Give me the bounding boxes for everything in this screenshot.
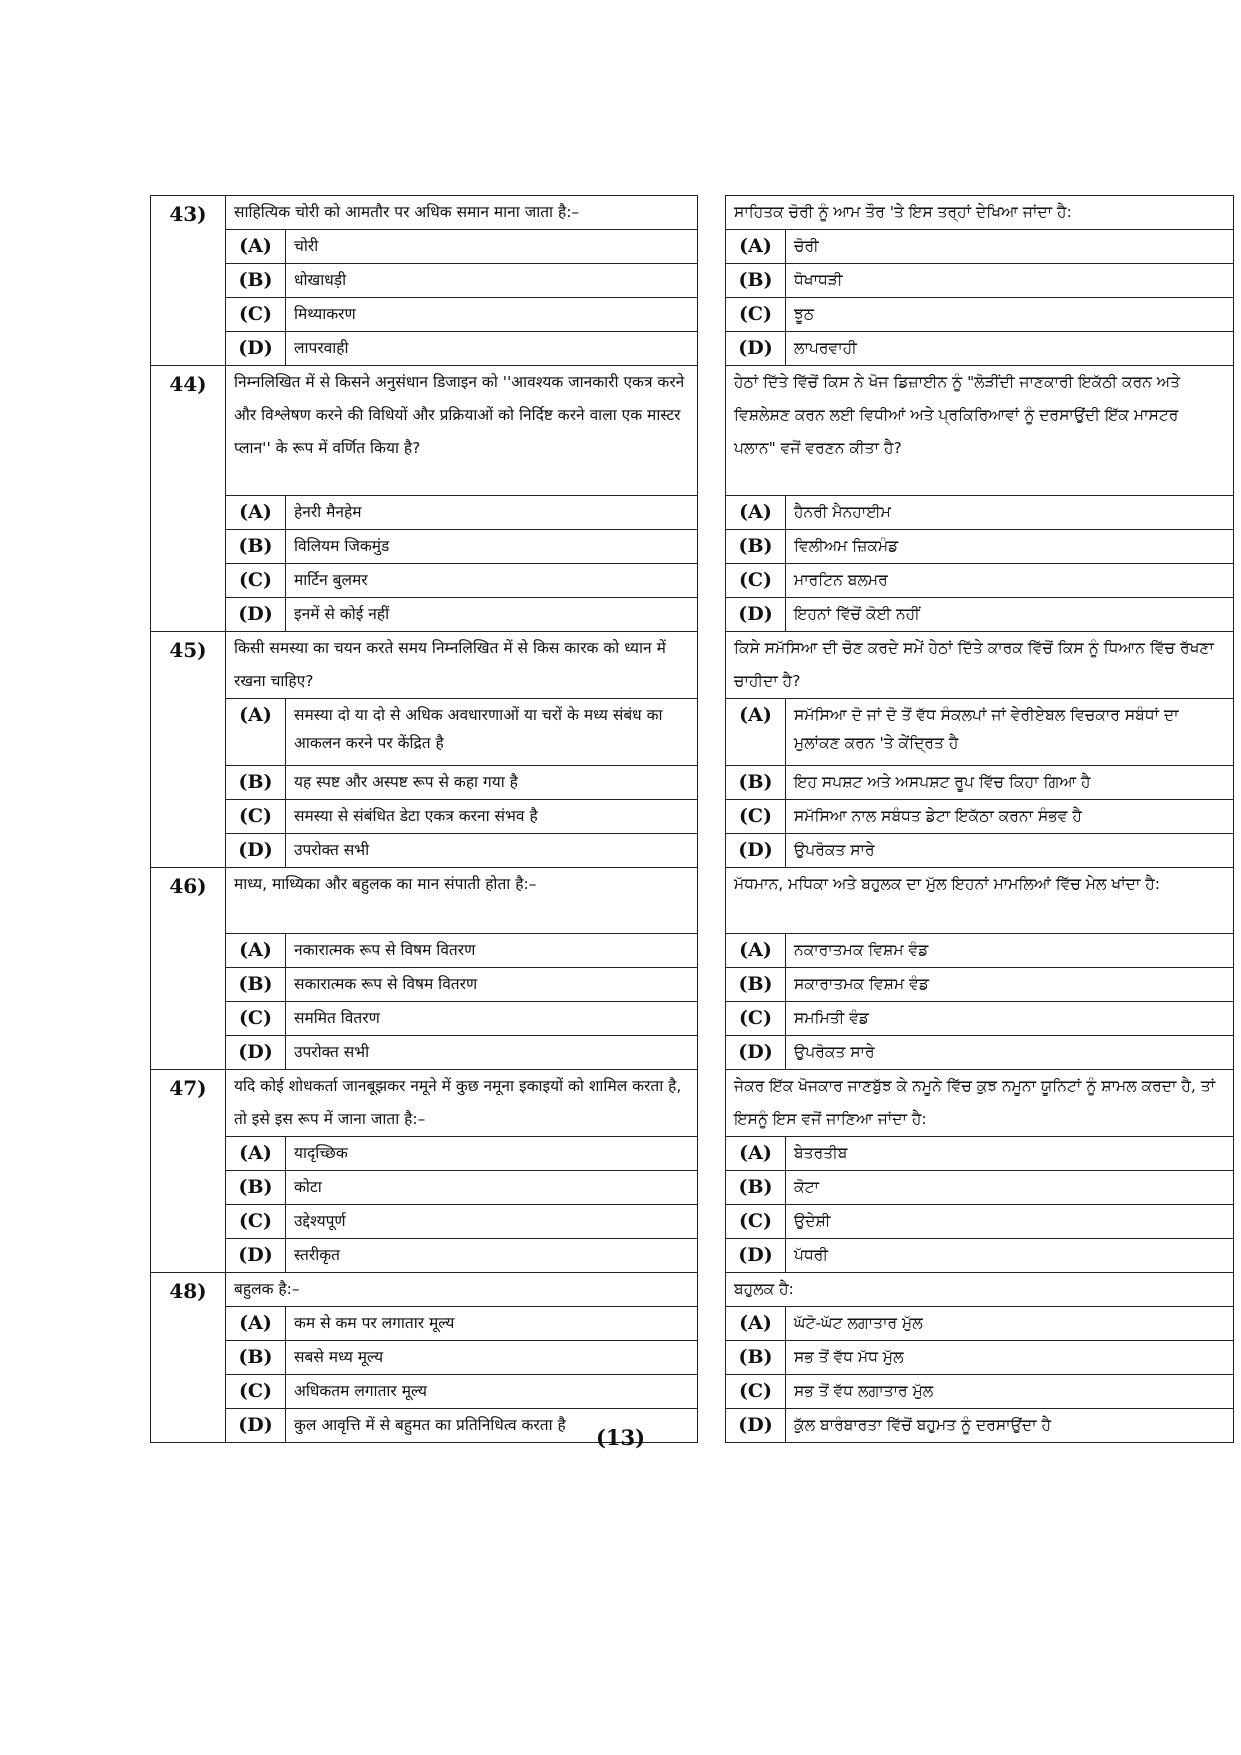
option-label-punjabi: (A) [726, 699, 786, 766]
option-row [151, 699, 1234, 766]
page-number: (13) [595, 1425, 646, 1450]
option-text-punjabi: ਉਪਰੋਕਤ ਸਾਰੇ [786, 1036, 1234, 1070]
option-text-punjabi: ਇਹਨਾਂ ਵਿੱਚੋਂ ਕੋਈ ਨਹੀਂ [786, 598, 1234, 632]
option-text-hindi: उपरोक्त सभी [286, 1036, 698, 1070]
option-text-hindi: मार्टिन बुलमर [286, 564, 698, 598]
option-text-hindi: यादृच्छिक [286, 1137, 698, 1171]
question-number: 47) [151, 1070, 226, 1273]
column-gap [698, 632, 726, 868]
question-sheet [150, 195, 1233, 1443]
option-label-hindi: (B) [226, 766, 286, 800]
option-text-hindi: सममित वितरण [286, 1002, 698, 1036]
option-text-punjabi: ਨਕਾਰਾਤਮਕ ਵਿਸ਼ਮ ਵੰਡ [786, 934, 1234, 968]
option-label-punjabi: (C) [726, 1375, 786, 1409]
option-row [151, 968, 1234, 1002]
option-label-punjabi: (C) [726, 1205, 786, 1239]
option-label-punjabi: (D) [726, 598, 786, 632]
option-label-hindi: (D) [226, 598, 286, 632]
option-text-hindi: यह स्पष्ट और अस्पष्ट रूप से कहा गया है [286, 766, 698, 800]
option-label-punjabi: (B) [726, 968, 786, 1002]
question-row [151, 366, 1234, 496]
option-text-punjabi: ਸਮੱਸਿਆ ਨਾਲ ਸਬੰਧਤ ਡੇਟਾ ਇਕੱਠਾ ਕਰਨਾ ਸੰਭਵ ਹੈ [786, 800, 1234, 834]
option-text-hindi: नकारात्मक रूप से विषम वितरण [286, 934, 698, 968]
option-label-hindi: (A) [226, 699, 286, 766]
option-text-hindi: धोखाधड़ी [286, 264, 698, 298]
option-label-punjabi: (A) [726, 1137, 786, 1171]
option-label-hindi: (A) [226, 1307, 286, 1341]
question-number: 48) [151, 1273, 226, 1443]
option-label-hindi: (C) [226, 800, 286, 834]
option-text-punjabi: ਮਾਰਟਿਨ ਬਲਮਰ [786, 564, 1234, 598]
question-table [150, 195, 1234, 1443]
option-label-punjabi: (D) [726, 1036, 786, 1070]
option-label-hindi: (D) [226, 1036, 286, 1070]
option-text-punjabi: ਇਹ ਸਪਸ਼ਟ ਅਤੇ ਅਸਪਸ਼ਟ ਰੂਪ ਵਿੱਚ ਕਿਹਾ ਗਿਆ ਹੈ [786, 766, 1234, 800]
option-row [151, 934, 1234, 968]
option-text-punjabi: ਉਦੇਸ਼ੀ [786, 1205, 1234, 1239]
option-text-punjabi: ਘੱਟੋ-ਘੱਟ ਲਗਾਤਾਰ ਮੁੱਲ [786, 1307, 1234, 1341]
option-text-hindi: लापरवाही [286, 332, 698, 366]
option-label-punjabi: (D) [726, 332, 786, 366]
option-label-punjabi: (B) [726, 1171, 786, 1205]
column-gap [698, 868, 726, 1070]
question-text-punjabi: ਹੇਠਾਂ ਦਿੱਤੇ ਵਿੱਚੋਂ ਕਿਸ ਨੇ ਖੋਜ ਡਿਜ਼ਾਈਨ ਨੂੰ "ਲੋੜੀਂਦੀ ਜਾਣਕਾਰੀ ਇਕੱਠੀ ਕਰਨ ਅਤੇ ਵਿਸ਼ਲੇਸ਼ਣ ਕਰਨ ਲਈ ਵਿਧੀਆਂ ਅਤੇ ਪ੍ਰਕਿਰਿਆਵਾਂ ਨੂੰ ਦਰਸਾਉਂਦੀ ਇੱਕ ਮਾਸਟਰ ਪਲਾਨ" ਵਜੋਂ ਵਰਣਨ ਕੀਤਾ ਹੈ? [726, 366, 1234, 496]
option-text-hindi: हेनरी मैनहेम [286, 496, 698, 530]
option-text-hindi: कम से कम पर लगातार मूल्य [286, 1307, 698, 1341]
option-label-hindi: (C) [226, 1002, 286, 1036]
option-label-hindi: (C) [226, 1375, 286, 1409]
column-gap [698, 366, 726, 632]
question-text-punjabi: ਸਾਹਿਤਕ ਚੋਰੀ ਨੂੰ ਆਮ ਤੌਰ 'ਤੇ ਇਸ ਤਰ੍ਹਾਂ ਦੇਖਿਆ ਜਾਂਦਾ ਹੈ: [726, 196, 1234, 230]
option-label-punjabi: (C) [726, 298, 786, 332]
question-text-hindi: माध्य, माध्यिका और बहुलक का मान संपाती होता है:– [226, 868, 698, 934]
option-text-punjabi: ਲਾਪਰਵਾਹੀ [786, 332, 1234, 366]
option-label-punjabi: (D) [726, 1409, 786, 1443]
column-gap [698, 196, 726, 366]
option-label-punjabi: (A) [726, 1307, 786, 1341]
option-label-punjabi: (D) [726, 1239, 786, 1273]
option-label-hindi: (D) [226, 1239, 286, 1273]
option-text-punjabi: ਪੱਧਰੀ [786, 1239, 1234, 1273]
option-text-hindi: कोटा [286, 1171, 698, 1205]
question-text-hindi: निम्नलिखित में से किसने अनुसंधान डिजाइन को ''आवश्यक जानकारी एकत्र करने और विश्लेषण करने की विधियों और प्रक्रियाओं को निर्दिष्ट करने वाला एक मास्टर प्लान'' के रूप में वर्णित किया है? [226, 366, 698, 496]
option-row [151, 1307, 1234, 1341]
option-row [151, 1036, 1234, 1070]
option-label-hindi: (B) [226, 968, 286, 1002]
option-label-hindi: (B) [226, 264, 286, 298]
option-label-hindi: (C) [226, 564, 286, 598]
option-row [151, 1137, 1234, 1171]
question-text-punjabi: ਮੱਧਮਾਨ, ਮਧਿਕਾ ਅਤੇ ਬਹੁਲਕ ਦਾ ਮੁੱਲ ਇਹਨਾਂ ਮਾਮਲਿਆਂ ਵਿੱਚ ਮੇਲ ਖਾਂਦਾ ਹੈ: [726, 868, 1234, 934]
question-text-punjabi: ਕਿਸੇ ਸਮੱਸਿਆ ਦੀ ਚੋਣ ਕਰਦੇ ਸਮੇਂ ਹੇਠਾਂ ਦਿੱਤੇ ਕਾਰਕ ਵਿੱਚੋਂ ਕਿਸ ਨੂੰ ਧਿਆਨ ਵਿੱਚ ਰੱਖਣਾ ਚਾਹੀਦਾ ਹੈ? [726, 632, 1234, 699]
option-text-hindi: मिथ्याकरण [286, 298, 698, 332]
option-label-hindi: (D) [226, 1409, 286, 1443]
option-text-punjabi: ਚੋਰੀ [786, 230, 1234, 264]
option-label-hindi: (C) [226, 298, 286, 332]
question-number: 44) [151, 366, 226, 632]
option-label-hindi: (B) [226, 1171, 286, 1205]
option-text-punjabi: ਕੁੱਲ ਬਾਰੰਬਾਰਤਾ ਵਿੱਚੋਂ ਬਹੁਮਤ ਨੂੰ ਦਰਸਾਉਂਦਾ ਹੈ [786, 1409, 1234, 1443]
question-text-hindi: साहित्यिक चोरी को आमतौर पर अधिक समान माना जाता है:– [226, 196, 698, 230]
question-row [151, 1273, 1234, 1307]
option-row [151, 834, 1234, 868]
option-row [151, 530, 1234, 564]
option-label-hindi: (D) [226, 332, 286, 366]
option-label-punjabi: (B) [726, 1341, 786, 1375]
option-text-hindi: सबसे मध्य मूल्य [286, 1341, 698, 1375]
option-label-punjabi: (C) [726, 564, 786, 598]
option-text-punjabi: ਸਭ ਤੋਂ ਵੱਧ ਮੱਧ ਮੁੱਲ [786, 1341, 1234, 1375]
option-text-punjabi: ਸਮੱਸਿਆ ਦੋ ਜਾਂ ਦੋ ਤੋਂ ਵੱਧ ਸੰਕਲਪਾਂ ਜਾਂ ਵੇਰੀਏਬਲ ਵਿਚਕਾਰ ਸਬੰਧਾਂ ਦਾ ਮੁਲਾਂਕਣ ਕਰਨ 'ਤੇ ਕੇਂਦ੍ਰਿਤ ਹੈ [786, 699, 1234, 766]
option-label-punjabi: (B) [726, 264, 786, 298]
option-text-punjabi: ਸਭ ਤੋਂ ਵੱਧ ਲਗਾਤਾਰ ਮੁੱਲ [786, 1375, 1234, 1409]
option-row [151, 766, 1234, 800]
option-text-hindi: विलियम जिकमुंड [286, 530, 698, 564]
question-row [151, 868, 1234, 934]
option-text-punjabi: ਝੂਠ [786, 298, 1234, 332]
option-label-punjabi: (A) [726, 934, 786, 968]
option-label-punjabi: (C) [726, 800, 786, 834]
option-text-hindi: इनमें से कोई नहीं [286, 598, 698, 632]
question-row [151, 1070, 1234, 1137]
question-text-hindi: किसी समस्या का चयन करते समय निम्नलिखित में से किस कारक को ध्यान में रखना चाहिए? [226, 632, 698, 699]
option-label-hindi: (A) [226, 496, 286, 530]
option-text-punjabi: ਕੋਟਾ [786, 1171, 1234, 1205]
option-label-punjabi: (B) [726, 530, 786, 564]
option-row [151, 598, 1234, 632]
option-label-hindi: (A) [226, 1137, 286, 1171]
option-label-hindi: (D) [226, 834, 286, 868]
option-text-hindi: सकारात्मक रूप से विषम वितरण [286, 968, 698, 1002]
option-text-hindi: स्तरीकृत [286, 1239, 698, 1273]
question-number: 45) [151, 632, 226, 868]
question-number: 43) [151, 196, 226, 366]
option-row [151, 1375, 1234, 1409]
question-text-punjabi: ਬਹੁਲਕ ਹੈ: [726, 1273, 1234, 1307]
option-label-hindi: (C) [226, 1205, 286, 1239]
option-row [151, 1239, 1234, 1273]
option-text-punjabi: ਧੋਖਾਧੜੀ [786, 264, 1234, 298]
option-label-punjabi: (A) [726, 496, 786, 530]
option-text-punjabi: ਵਿਲੀਅਮ ਜ਼ਿਕਮੰਡ [786, 530, 1234, 564]
option-row [151, 564, 1234, 598]
option-label-punjabi: (B) [726, 766, 786, 800]
question-text-hindi: बहुलक है:– [226, 1273, 698, 1307]
option-label-hindi: (B) [226, 1341, 286, 1375]
option-text-hindi: समस्या दो या दो से अधिक अवधारणाओं या चरों के मध्य संबंध का आकलन करने पर केंद्रित है [286, 699, 698, 766]
option-row [151, 298, 1234, 332]
option-text-punjabi: ਸਕਾਰਾਤਮਕ ਵਿਸ਼ਮ ਵੰਡ [786, 968, 1234, 1002]
option-text-punjabi: ਬੇਤਰਤੀਬ [786, 1137, 1234, 1171]
option-row [151, 332, 1234, 366]
column-gap [698, 1070, 726, 1273]
option-row [151, 496, 1234, 530]
question-text-punjabi: ਜੇਕਰ ਇੱਕ ਖੋਜਕਾਰ ਜਾਣਬੁੱਝ ਕੇ ਨਮੂਨੇ ਵਿੱਚ ਕੁਝ ਨਮੂਨਾ ਯੂਨਿਟਾਂ ਨੂੰ ਸ਼ਾਮਲ ਕਰਦਾ ਹੈ, ਤਾਂ ਇਸਨੂੰ ਇਸ ਵਜੋਂ ਜਾਣਿਆ ਜਾਂਦਾ ਹੈ: [726, 1070, 1234, 1137]
option-text-hindi: कुल आवृत्ति में से बहुमत का प्रतिनिधित्व करता है [286, 1409, 698, 1443]
column-gap [698, 1273, 726, 1443]
option-text-hindi: चोरी [286, 230, 698, 264]
option-text-hindi: अधिकतम लगातार मूल्य [286, 1375, 698, 1409]
question-row [151, 632, 1234, 699]
option-row [151, 1205, 1234, 1239]
option-text-punjabi: ਸਮਮਿਤੀ ਵੰਡ [786, 1002, 1234, 1036]
option-label-punjabi: (C) [726, 1002, 786, 1036]
option-label-hindi: (B) [226, 530, 286, 564]
question-number: 46) [151, 868, 226, 1070]
option-text-hindi: समस्या से संबंधित डेटा एकत्र करना संभव है [286, 800, 698, 834]
option-label-hindi: (A) [226, 934, 286, 968]
option-row [151, 1002, 1234, 1036]
option-label-punjabi: (A) [726, 230, 786, 264]
option-row [151, 264, 1234, 298]
option-text-hindi: उपरोक्त सभी [286, 834, 698, 868]
question-text-hindi: यदि कोई शोधकर्ता जानबूझकर नमूने में कुछ नमूना इकाइयों को शामिल करता है, तो इसे इस रूप में जाना जाता है:– [226, 1070, 698, 1137]
option-text-punjabi: ਉਪਰੋਕਤ ਸਾਰੇ [786, 834, 1234, 868]
option-text-hindi: उद्देश्यपूर्ण [286, 1205, 698, 1239]
option-row [151, 800, 1234, 834]
option-row [151, 1171, 1234, 1205]
option-row [151, 1341, 1234, 1375]
option-row [151, 230, 1234, 264]
question-row [151, 196, 1234, 230]
option-label-punjabi: (D) [726, 834, 786, 868]
option-label-hindi: (A) [226, 230, 286, 264]
option-text-punjabi: ਹੈਨਰੀ ਮੈਨਹਾਈਮ [786, 496, 1234, 530]
